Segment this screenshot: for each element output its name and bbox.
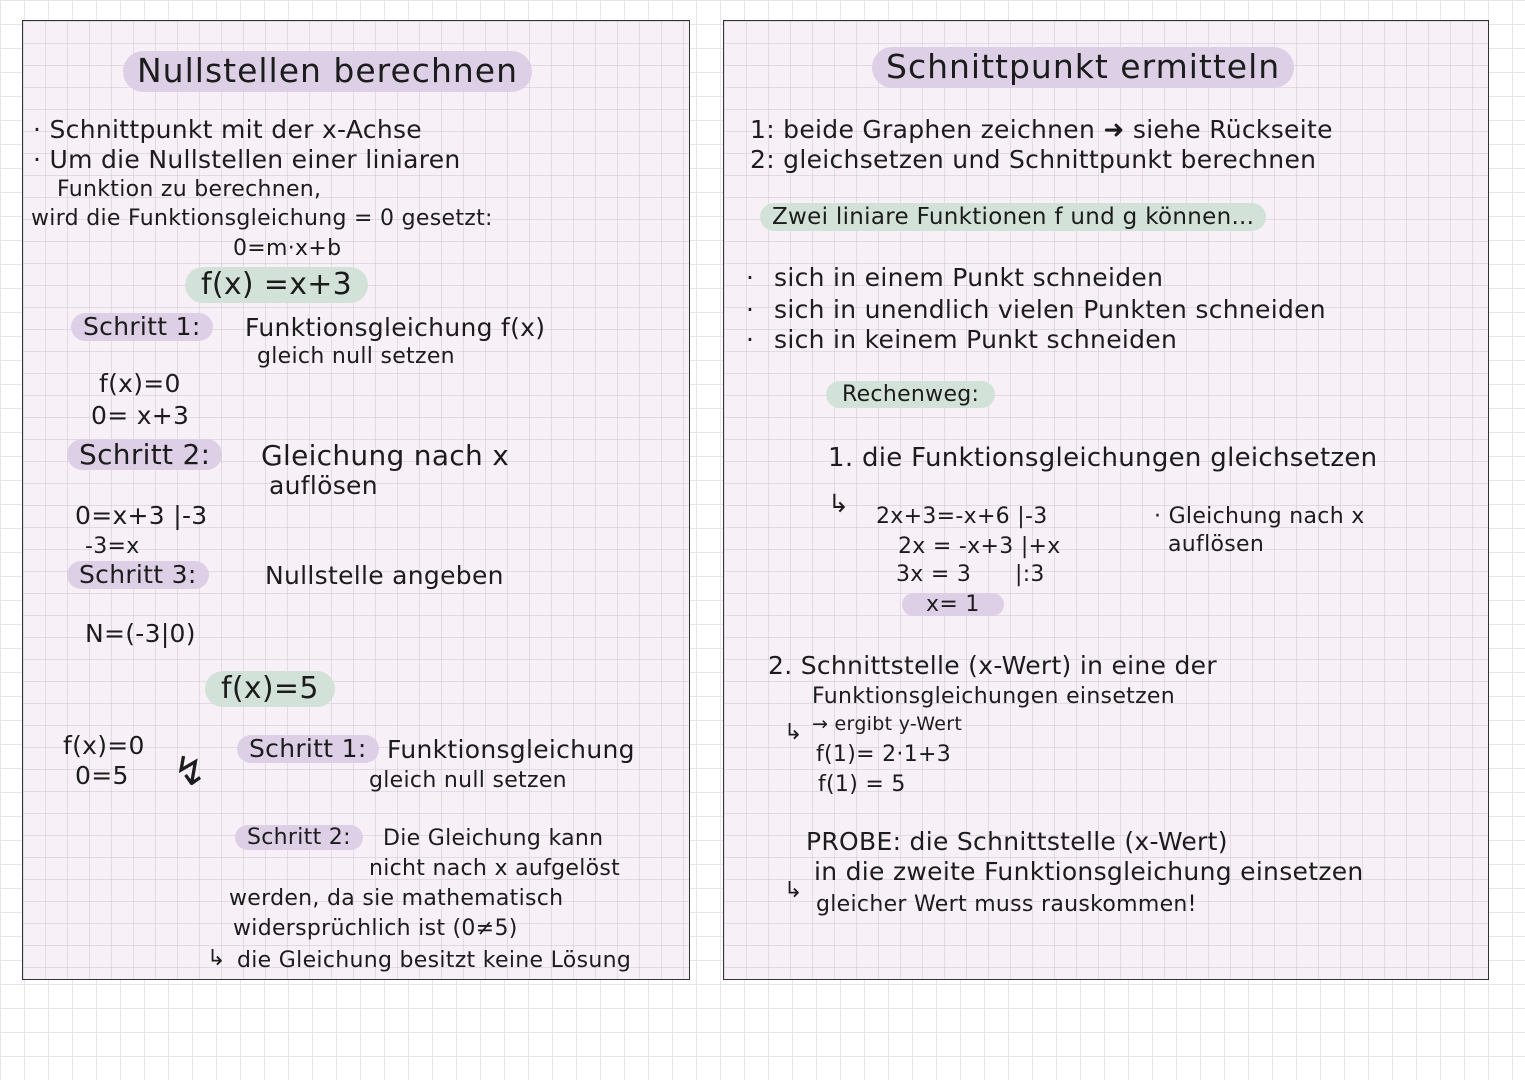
case-item: sich in keinem Punkt schneiden — [774, 325, 1178, 354]
subheading: Zwei liniare Funktionen f und g können... — [760, 203, 1266, 231]
left-title: Nullstellen berechnen — [123, 51, 532, 92]
solution-x: x= 1 — [902, 593, 1004, 616]
arrow-icon: ↳ — [207, 946, 226, 971]
detail-line: f(1)= 2·1+3 — [816, 742, 952, 767]
case-item: sich in einem Punkt schneiden — [774, 263, 1164, 292]
step-text: gleich null setzen — [257, 344, 455, 369]
intro-line: · Schnittpunkt mit der x-Achse — [33, 115, 422, 144]
left-page — [22, 20, 690, 980]
right-page — [723, 20, 1489, 980]
detail-line: → ergibt y-Wert — [812, 713, 963, 735]
equation-line: 3x = 3 |:3 — [896, 562, 1045, 587]
step-text: auflösen — [269, 471, 378, 500]
step-text: Die Gleichung kann — [383, 826, 604, 851]
right-title: Schnittpunkt ermitteln — [872, 47, 1294, 88]
example-function-1: f(x) =x+3 — [185, 267, 368, 303]
nullstelle-result: N=(-3|0) — [85, 619, 196, 648]
step-label: Schritt 2: — [235, 825, 363, 850]
equation-line: 2x+3=-x+6 |-3 — [876, 504, 1048, 529]
rechenweg-label: Rechenweg: — [826, 381, 995, 408]
example-function-2: f(x)=5 — [205, 671, 335, 707]
conclusion: die Gleichung besitzt keine Lösung — [237, 948, 632, 973]
step-text: widersprüchlich ist (0≠5) — [233, 916, 518, 941]
step-text: gleich null setzen — [369, 768, 567, 793]
arrow-icon: ↳ — [784, 720, 803, 745]
probe-line: gleicher Wert muss rauskommen! — [816, 892, 1197, 917]
step-label: Schritt 3: — [67, 561, 209, 589]
step-text: Funktionsgleichung — [387, 735, 635, 764]
step-text: Nullstelle angeben — [265, 561, 504, 590]
bullet-dot: · — [746, 295, 755, 324]
step-label: Schritt 1: — [237, 735, 379, 763]
work-line: f(x)=0 — [63, 731, 145, 760]
equation-line: 2x = -x+3 |+x — [898, 534, 1061, 559]
step-text: Gleichung nach x — [261, 439, 510, 472]
intro-line: wird die Funktionsgleichung = 0 gesetzt: — [31, 206, 493, 231]
general-equation: 0=m·x+b — [233, 236, 342, 261]
step-text: werden, da sie mathematisch — [229, 886, 564, 911]
step-text: nicht nach x aufgelöst — [369, 856, 621, 881]
step-label: Schritt 1: — [71, 313, 213, 341]
work-line: 0= x+3 — [91, 401, 190, 430]
arrow-icon: ↳ — [784, 878, 803, 903]
note-line: · Gleichung nach x — [1154, 504, 1365, 529]
step-text: Funktionsgleichung f(x) — [245, 313, 546, 342]
bullet-dot: · — [746, 263, 755, 292]
probe-line: in die zweite Funktionsgleichung einsetzen — [814, 857, 1364, 886]
intro-line: · Um die Nullstellen einer liniaren — [33, 145, 461, 174]
contradiction-icon: ↯ — [173, 749, 207, 795]
bullet-dot: · — [746, 325, 755, 354]
work-line: f(x)=0 — [99, 369, 181, 398]
arrow-icon: ↳ — [828, 489, 850, 518]
procedure-step: 1. die Funktionsgleichungen gleichsetzen — [828, 443, 1378, 473]
work-line: -3=x — [85, 534, 140, 559]
probe-line: PROBE: die Schnittstelle (x-Wert) — [806, 827, 1228, 856]
work-line: 0=x+3 |-3 — [75, 501, 208, 530]
note-line: auflösen — [1168, 532, 1265, 557]
intro-line: Funktion zu berechnen, — [57, 177, 322, 202]
step-label: Schritt 2: — [67, 439, 222, 470]
method-line: 1: beide Graphen zeichnen ➜ siehe Rückseite — [750, 115, 1333, 144]
case-item: sich in unendlich vielen Punkten schneiden — [774, 295, 1326, 324]
work-line: 0=5 — [75, 761, 129, 790]
procedure-step: 2. Schnittstelle (x-Wert) in eine der — [768, 651, 1217, 680]
detail-line: f(1) = 5 — [818, 772, 906, 797]
method-line: 2: gleichsetzen und Schnittpunkt berechnen — [750, 145, 1317, 174]
procedure-step: Funktionsgleichungen einsetzen — [812, 684, 1176, 709]
